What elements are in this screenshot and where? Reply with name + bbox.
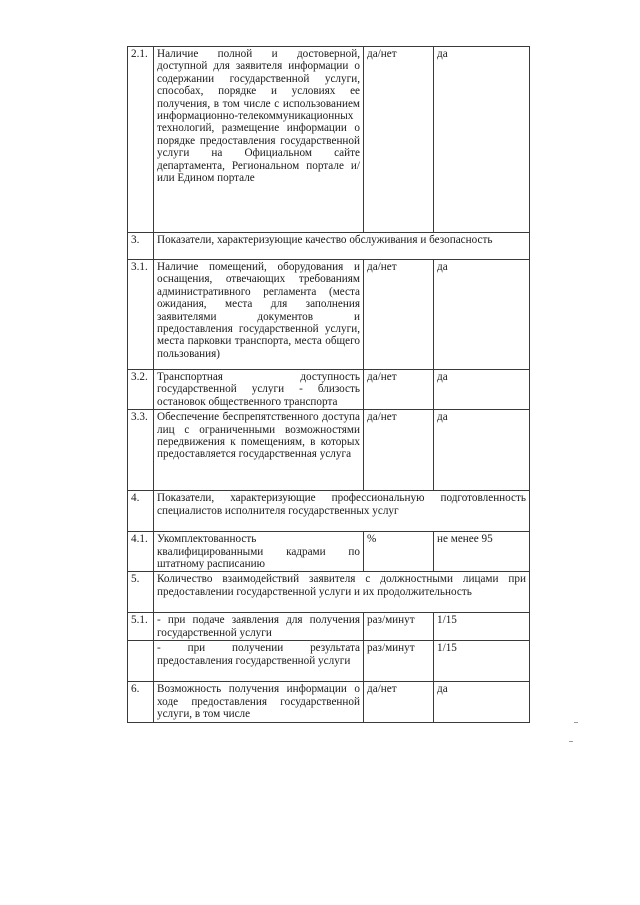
scan-speck (569, 741, 573, 742)
section-title: Показатели, характеризующие профессиональную подготовленность специалистов исполнителя государственных услуг (154, 491, 530, 532)
row-number: 3.1. (128, 260, 154, 370)
row-number (128, 641, 154, 682)
normative-value: да (434, 47, 530, 233)
scan-speck (574, 722, 578, 723)
indicator-name: - при подаче заявления для получения государственной услуги (154, 613, 364, 641)
table-row (128, 682, 530, 723)
indicators-table (127, 46, 530, 723)
indicator-name: Транспортная доступность государственной услуги - близость остановок общественного транспорта (154, 370, 364, 410)
unit-of-measure: % (364, 532, 434, 572)
row-number: 5. (128, 572, 154, 613)
section-row (128, 233, 530, 260)
table-row (128, 532, 530, 572)
normative-value: 1/15 (434, 613, 530, 641)
row-number: 6. (128, 682, 154, 723)
table-row (128, 410, 530, 491)
row-number: 4. (128, 491, 154, 532)
normative-value: да (434, 410, 530, 491)
indicator-name: Обеспечение беспрепятственного доступа лиц с ограниченными возможностями передвижения к помещениям, в которых предоставляется государственная услуга (154, 410, 364, 491)
indicator-name: Наличие полной и достоверной, доступной для заявителя информации о содержании государственной услуги, способах, порядке и условиях ее получения, в том числе с использованием информационно-телекоммуникационных технологий, размещение информации о порядке предоставления государственной услуги на Официальном сайте департамента, Региональном портале и/или Едином портале (154, 47, 364, 233)
row-number: 5.1. (128, 613, 154, 641)
row-number: 3. (128, 233, 154, 260)
row-number: 4.1. (128, 532, 154, 572)
section-title: Показатели, характеризующие качество обслуживания и безопасность (154, 233, 530, 260)
normative-value: да (434, 370, 530, 410)
section-row (128, 491, 530, 532)
row-number: 2.1. (128, 47, 154, 233)
unit-of-measure: да/нет (364, 410, 434, 491)
section-title: Количество взаимодействий заявителя с должностными лицами при предоставлении государственной услуги и их продолжительность (154, 572, 530, 613)
normative-value: да (434, 260, 530, 370)
unit-of-measure: раз/минут (364, 641, 434, 682)
row-number: 3.3. (128, 410, 154, 491)
unit-of-measure: да/нет (364, 260, 434, 370)
indicator-name: Укомплектованность квалифицированными кадрами по штатному расписанию (154, 532, 364, 572)
table-row (128, 641, 530, 682)
row-number: 3.2. (128, 370, 154, 410)
normative-value: да (434, 682, 530, 723)
table-row (128, 47, 530, 233)
section-row (128, 572, 530, 613)
normative-value: не менее 95 (434, 532, 530, 572)
unit-of-measure: да/нет (364, 47, 434, 233)
table-row (128, 260, 530, 370)
indicator-name: Наличие помещений, оборудования и оснащения, отвечающих требованиям административного регламента (места ожидания, места для заполнения заявителями документов и предоставления государственной услуги, места парковки транспорта, места общего пользования) (154, 260, 364, 370)
unit-of-measure: да/нет (364, 682, 434, 723)
indicator-name: - при получении результата предоставления государственной услуги (154, 641, 364, 682)
table-row (128, 613, 530, 641)
unit-of-measure: раз/минут (364, 613, 434, 641)
indicator-name: Возможность получения информации о ходе предоставления государственной услуги, в том числе (154, 682, 364, 723)
table-row (128, 370, 530, 410)
normative-value: 1/15 (434, 641, 530, 682)
unit-of-measure: да/нет (364, 370, 434, 410)
